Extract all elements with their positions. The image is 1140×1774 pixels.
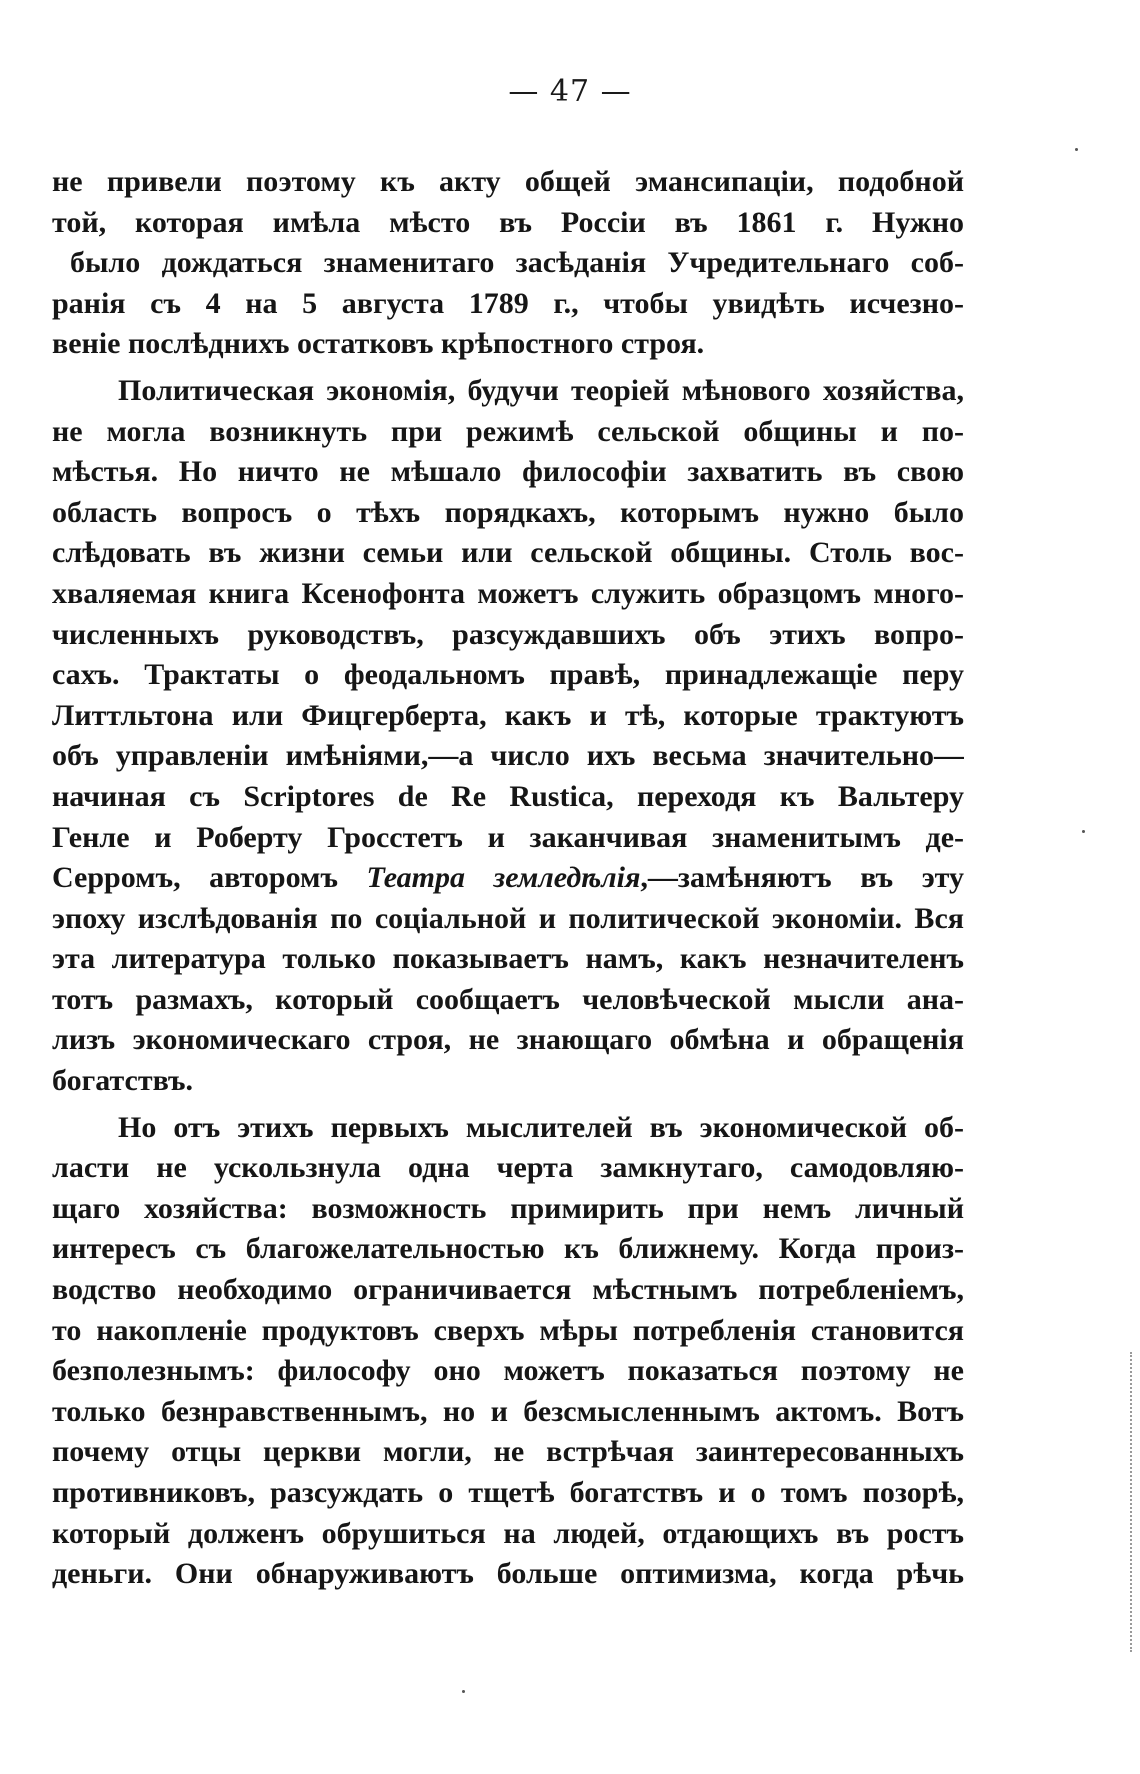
- text-line: начиная съ Scriptores de Re Rustica, переходя къ Вальтеру: [52, 779, 964, 813]
- text-line: веніе послѣднихъ остатковъ крѣпостного строя.: [52, 327, 705, 361]
- page-number: — 47 —: [508, 74, 632, 109]
- text-line: объ управленіи имѣніями,—а число ихъ весьма значительно—: [52, 739, 964, 773]
- text-segment: Серромъ, авторомъ: [52, 861, 338, 895]
- text-segment: ,—замѣняютъ въ эту: [640, 861, 964, 895]
- page-text: [52, 162, 964, 1595]
- text-line: слѣдовать въ жизни семьи или сельской общины. Столь вос-: [52, 536, 964, 570]
- text-line: ранія съ 4 на 5 августа 1789 г., чтобы увидѣть исчезно-: [52, 286, 964, 320]
- text-line: Литтльтона или Фицгерберта, какъ и тѣ, которые трактуютъ: [52, 698, 964, 732]
- text-line: безполезнымъ: философу оно можетъ показаться поэтому не: [52, 1354, 964, 1388]
- text-line: интересъ съ благожелательностью къ ближнему. Когда произ-: [52, 1232, 964, 1266]
- scan-edge-dots: [1130, 1352, 1134, 1652]
- text-line: противниковъ, разсуждать о тщетѣ богатствъ и о томъ позорѣ,: [52, 1476, 964, 1509]
- text-line: той, которая имѣла мѣсто въ Россіи въ 1861 г. Нужно: [52, 205, 964, 239]
- text-line: не привели поэтому къ акту общей эмансипаціи, подобной: [52, 165, 964, 198]
- text-line: почему отцы церкви могли, не встрѣчая заинтересованныхъ: [52, 1435, 964, 1469]
- text-line: деньги. Они обнаруживаютъ больше оптимизма, когда рѣчь: [52, 1557, 964, 1591]
- text-line: Но отъ этихъ первыхъ мыслителей въ экономической об-: [118, 1110, 964, 1144]
- text-line: который долженъ обрушиться на людей, отдающихъ въ ростъ: [52, 1516, 964, 1550]
- text-line: богатствъ.: [52, 1064, 194, 1098]
- text-line: тотъ размахъ, который сообщаетъ человѣческой мысли ана-: [52, 982, 964, 1016]
- text-line: область вопросъ о тѣхъ порядкахъ, которымъ нужно было: [52, 495, 964, 529]
- text-line: лизъ экономическаго строя, не знающаго обмѣна и обращенія: [52, 1023, 964, 1057]
- scan-speck: [462, 1690, 465, 1693]
- text-line: сахъ. Трактаты о феодальномъ правѣ, принадлежащіе перу: [52, 658, 964, 692]
- scan-speck: [1082, 830, 1085, 833]
- text-line: не могла возникнуть при режимѣ сельской общины и по-: [52, 414, 964, 448]
- text-line-with-title: [52, 858, 964, 899]
- text-line: щаго хозяйства: возможность примирить при немъ личный: [52, 1191, 964, 1225]
- text-line: Политическая экономія, будучи теоріей мѣнового хозяйства,: [118, 373, 964, 407]
- text-line: то накопленіе продуктовъ сверхъ мѣры потребленія становится: [52, 1313, 964, 1347]
- italic-book-title: Театра земледѣлія: [366, 861, 641, 895]
- text-line: ласти не ускользнула одна черта замкнутаго, самодовляю-: [52, 1151, 964, 1185]
- text-line: Генле и Роберту Гросстетъ и заканчивая знаменитымъ де-: [52, 820, 964, 854]
- text-line: мѣстья. Но ничто не мѣшало философіи захватить въ свою: [52, 455, 964, 489]
- text-line: только безнравственнымъ, но и безсмысленнымъ актомъ. Вотъ: [52, 1394, 964, 1428]
- text-line: эпоху изслѣдованія по соціальной и политической экономіи. Вся: [52, 901, 964, 935]
- text-line: эта литература только показываетъ намъ, какъ незначителенъ: [52, 942, 964, 976]
- text-line: хваляемая книга Ксенофонта можетъ служить образцомъ много-: [52, 576, 964, 610]
- text-line: было дождаться знаменитаго засѣданія Учредительнаго соб-: [70, 246, 964, 280]
- scan-speck: [1075, 148, 1078, 151]
- text-line: водство необходимо ограничивается мѣстнымъ потребленіемъ,: [52, 1273, 964, 1307]
- text-line: численныхъ руководствъ, разсуждавшихъ объ этихъ вопро-: [52, 617, 964, 651]
